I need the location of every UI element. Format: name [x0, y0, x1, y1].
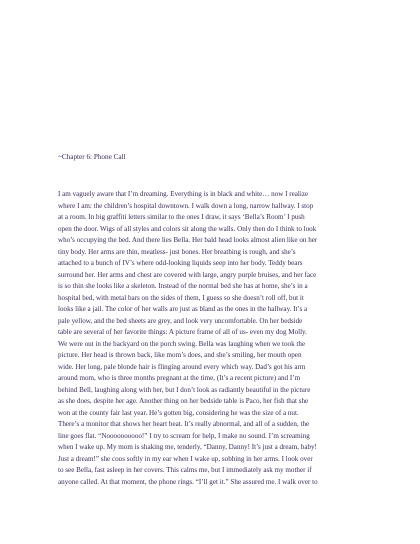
- text-line: wide. Her long, pale blonde hair is flinging around every which way. Dad’s got his arm: [58, 362, 306, 371]
- text-line: where I am: the children’s hospital downtown. I walk down a long, narrow hallway. I stop: [58, 201, 314, 210]
- text-line: We were out in the backyard on the porch swing. Bella was laughing when we took the: [58, 339, 306, 348]
- text-line: pale yellow, and the bed sheets are grey, and look very uncomfortable. On her bedside: [58, 316, 303, 325]
- text-line: anyone called. At that moment, the phone rings. “I’ll get it.” She assured me. I walk over to: [58, 477, 318, 486]
- text-line: line goes flat. “Noooooooooo!” I try to scream for help, I make no sound. I’m screaming: [58, 431, 310, 440]
- chapter-heading: ~Chapter 6: Phone Call: [58, 153, 126, 161]
- text-line: hospital bed, with metal bars on the sides of them, I guess so she doesn’t roll off, but it: [58, 293, 304, 302]
- text-line: There’s a monitor that shows her heart beat. It’s really abnormal, and all of a sudden, the: [58, 420, 310, 428]
- text-line: attached to a bunch of IV’s where odd-looking liquids seep into her body. Teddy bears: [58, 259, 303, 267]
- text-line: who’s occupying the bed. And there lies Bella. Her bald head looks almost alien like on her: [58, 236, 318, 244]
- text-line: tiny body. Her arms are thin, meatless- just bones. Her breathing is rough, and she’s: [58, 247, 296, 256]
- text-line: table are several of her favorite things: A picture frame of all of us- even my dog Molly.: [58, 328, 307, 336]
- text-line: at a room. In big graffiti letters similar to the ones I draw, it says ‘Bella’s Room’ I push: [58, 213, 305, 221]
- text-line: behind Bell, laughing along with her, but I don’t look as radiantly beautiful in the picture: [58, 385, 311, 394]
- text-line: as she does, despite her age. Another thing on her bedside table is Paco, her fish that she: [58, 397, 309, 405]
- text-line: open the door. Wigs of all styles and colors sit along the walls. Only then do I think to look: [58, 224, 317, 233]
- text-line: looks like a jail. The color of her walls are just as bland as the ones in the hallway. It’s a: [58, 305, 308, 313]
- text-line: I am vaguely aware that I’m dreaming. Everything is in black and white… now I realize: [58, 190, 309, 198]
- text-line: when I wake up. My mom is shaking me, tenderly, “Danny, Danny! It’s just a dream, baby!: [58, 443, 317, 451]
- body-paragraph: [58, 189, 366, 488]
- text-line: Just a dream!” she coos softly in my ear when I wake up, sobbing in her arms. I look over: [58, 454, 313, 463]
- text-line: surround her. Her arms and chest are covered with large, angry purple bruises, and her face: [58, 270, 317, 279]
- text-line: is so thin she looks like a skeleton. Instead of the normal bed she has at home, she’s in a: [58, 282, 308, 290]
- text-line: to see Bella, fast asleep in her covers. This calms me, but I immediately ask my mother if: [58, 466, 312, 474]
- text-line: won at the county fair last year. He’s gotten big, considering he was the size of a nut.: [58, 408, 299, 417]
- text-line: around mom, who is three months pregnant at the time, (It’s a recent picture) and I’m: [58, 374, 301, 382]
- text-line: picture. Her head is thrown back, like mom’s does, and she’s smiling, her mouth open: [58, 351, 302, 359]
